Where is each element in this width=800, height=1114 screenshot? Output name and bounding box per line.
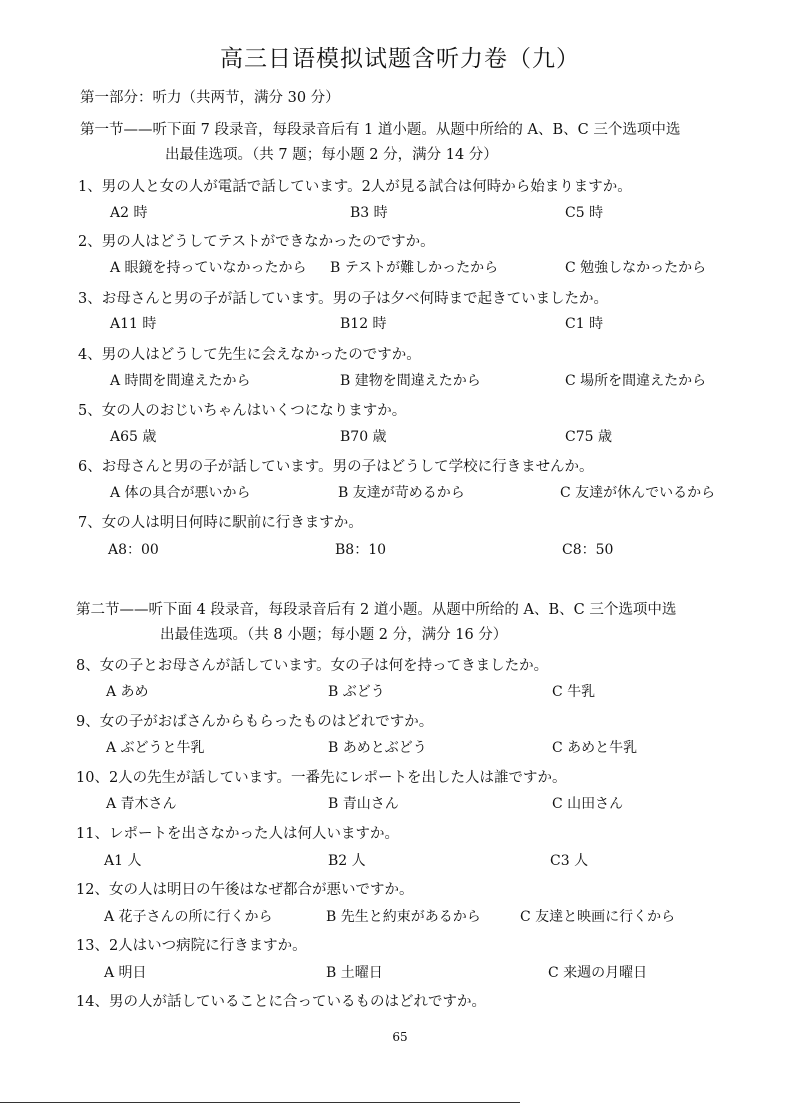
q9-option-c: C あめと牛乳 — [552, 740, 638, 756]
question-7: 7、女の人は明日何時に駅前に行きますか。 — [78, 515, 363, 531]
question-6: 6、お母さんと男の子が話しています。男の子はどうして学校に行きませんか。 — [78, 459, 594, 475]
q9-option-b: B あめとぶどう — [328, 740, 427, 756]
question-3: 3、お母さんと男の子が話しています。男の子は夕べ何時まで起きていましたか。 — [78, 291, 609, 307]
q4-option-c: C 場所を間違えたから — [565, 373, 707, 389]
q1-option-c: C5 時 — [565, 205, 604, 221]
q10-option-a: A 青木さん — [106, 796, 177, 812]
q10-option-c: C 山田さん — [552, 796, 624, 812]
q5-option-a: A65 歳 — [110, 429, 157, 445]
q3-option-a: A11 時 — [110, 316, 157, 332]
q11-option-c: C3 人 — [550, 853, 589, 869]
q7-option-c: C8：50 — [562, 542, 614, 558]
q13-option-b: B 土曜日 — [326, 965, 383, 981]
q10-option-b: B 青山さん — [328, 796, 399, 812]
question-12: 12、女の人は明日の午後はなぜ都合が悪いですか。 — [76, 882, 414, 898]
question-9: 9、女の子がおばさんからもらったものはどれですか。 — [76, 714, 434, 730]
section2-instruction-line2: 出最佳选项。（共 8 小题；每小题 2 分，满分 16 分） — [160, 627, 508, 643]
q12-option-b: B 先生と約束があるから — [326, 909, 481, 925]
page-number: 65 — [392, 1030, 408, 1044]
bottom-rule — [0, 1102, 520, 1103]
q2-option-a: A 眼鏡を持っていなかったから — [110, 260, 307, 276]
question-4: 4、男の人はどうして先生に会えなかったのですか。 — [78, 347, 421, 363]
q12-option-c: C 友達と映画に行くから — [520, 909, 676, 925]
q2-option-c: C 勉強しなかったから — [565, 260, 707, 276]
q8-option-a: A あめ — [106, 684, 149, 700]
part1-heading: 第一部分：听力（共两节，满分 30 分） — [80, 90, 340, 106]
q6-option-a: A 体の具合が悪いから — [110, 485, 251, 501]
q5-option-b: B70 歳 — [340, 429, 387, 445]
q3-option-b: B12 時 — [340, 316, 387, 332]
section1-instruction-line1: 第一节——听下面 7 段录音，每段录音后有 1 道小题。从题中所给的 A、B、C 三个选项中选 — [80, 122, 681, 138]
q7-option-a: A8：00 — [108, 542, 159, 558]
q8-option-b: B ぶどう — [328, 684, 385, 700]
q13-option-c: C 来週の月曜日 — [548, 965, 648, 981]
question-1: 1、男の人と女の人が電話で話しています。2人が見る試合は何時から始まりますか。 — [78, 179, 632, 195]
question-14: 14、男の人が話していることに合っているものはどれですか。 — [76, 994, 486, 1010]
page-title: 高三日语模拟试题含听力卷（九） — [220, 46, 580, 72]
q5-option-c: C75 歳 — [565, 429, 612, 445]
q6-option-b: B 友達が苛めるから — [338, 485, 465, 501]
question-5: 5、女の人のおじいちゃんはいくつになりますか。 — [78, 403, 407, 419]
question-8: 8、女の子とお母さんが話しています。女の子は何を持ってきましたか。 — [76, 658, 549, 674]
q7-option-b: B8：10 — [335, 542, 387, 558]
q4-option-b: B 建物を間違えたから — [340, 373, 481, 389]
q2-option-b: B テストが難しかったから — [330, 260, 499, 276]
q8-option-c: C 牛乳 — [552, 684, 596, 700]
q4-option-a: A 時間を間違えたから — [110, 373, 251, 389]
q13-option-a: A 明日 — [104, 965, 147, 981]
q11-option-a: A1 人 — [104, 853, 142, 869]
q12-option-a: A 花子さんの所に行くから — [104, 909, 273, 925]
q1-option-a: A2 時 — [110, 205, 148, 221]
q1-option-b: B3 時 — [350, 205, 388, 221]
question-10: 10、2人の先生が話しています。一番先にレポートを出した人は誰ですか。 — [76, 770, 567, 786]
q6-option-c: C 友達が休んでいるから — [560, 485, 716, 501]
q11-option-b: B2 人 — [328, 853, 366, 869]
question-2: 2、男の人はどうしてテストができなかったのですか。 — [78, 234, 435, 250]
section1-instruction-line2: 出最佳选项。（共 7 题；每小题 2 分，满分 14 分） — [165, 147, 498, 163]
question-11: 11、レポートを出さなかった人は何人いますか。 — [76, 826, 399, 842]
q3-option-c: C1 時 — [565, 316, 604, 332]
q9-option-a: A ぶどうと牛乳 — [106, 740, 205, 756]
question-13: 13、2人はいつ病院に行きますか。 — [76, 938, 307, 954]
section2-instruction-line1: 第二节——听下面 4 段录音，每段录音后有 2 道小题。从题中所给的 A、B、C 三个选项中选 — [76, 602, 677, 618]
